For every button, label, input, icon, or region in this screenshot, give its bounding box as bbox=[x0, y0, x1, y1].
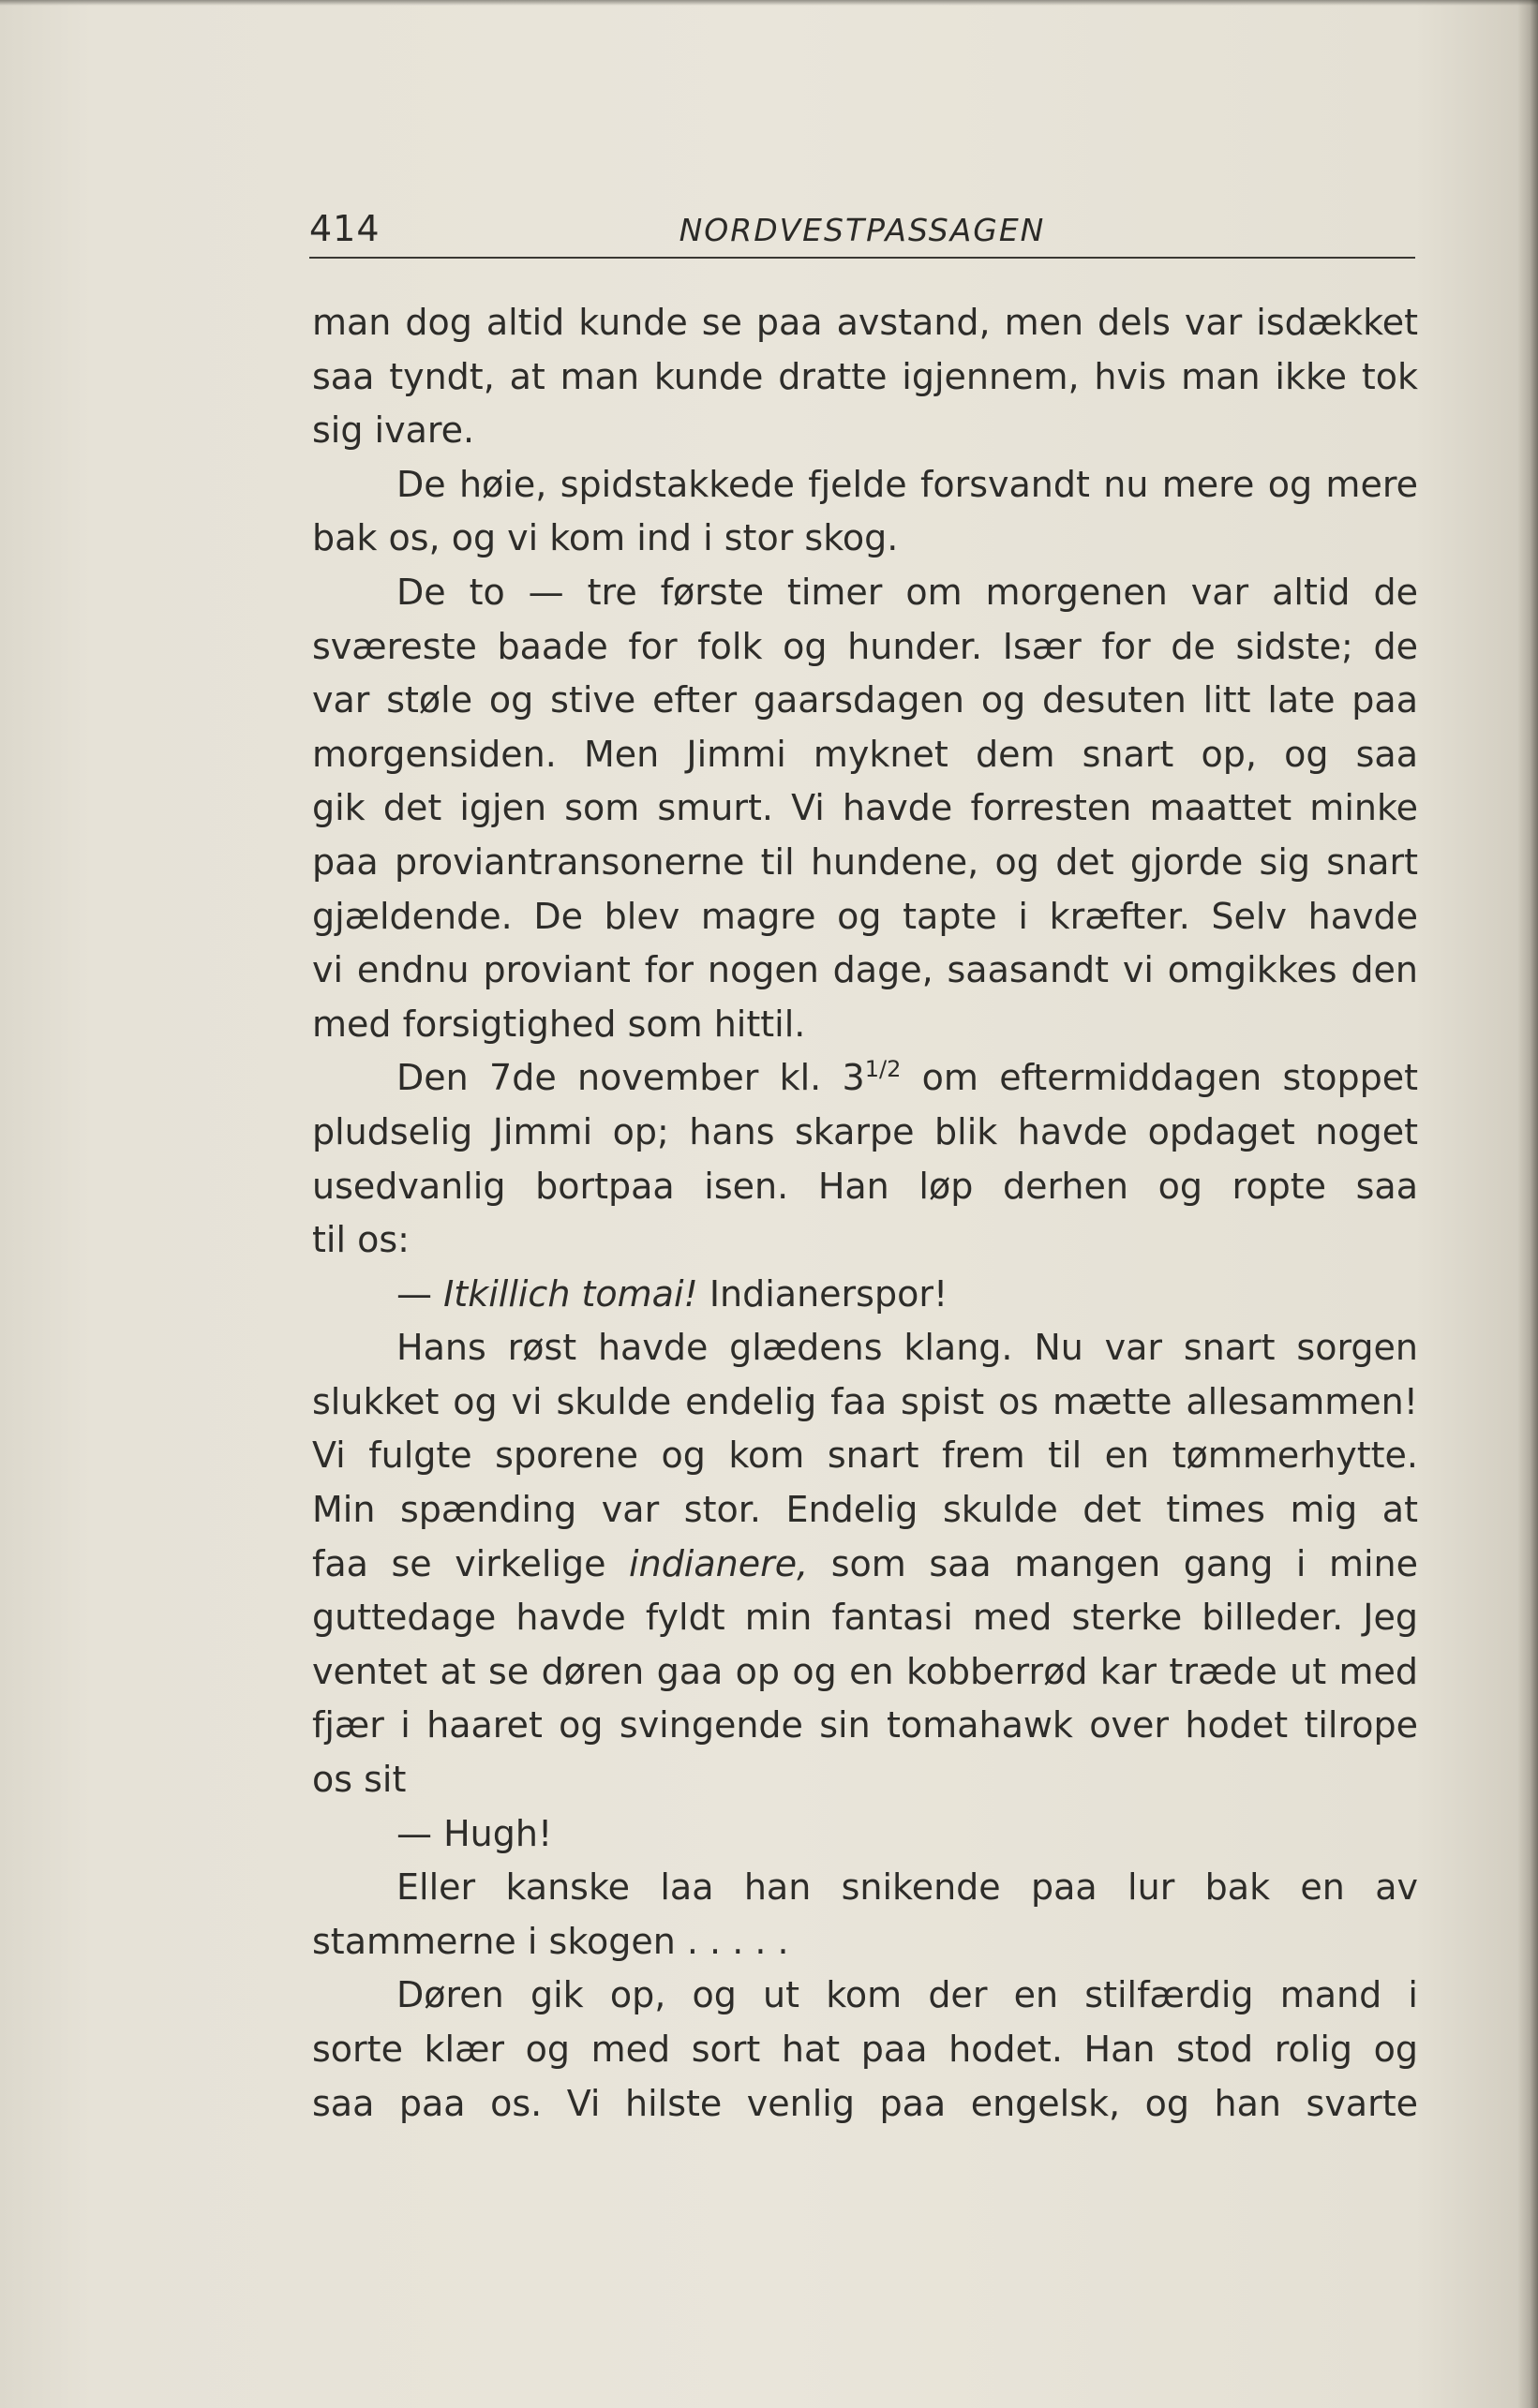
italic-quote: Itkillich tomai! bbox=[443, 1272, 698, 1315]
text-line: ventet at se døren gaa op og en kobberrød kar træde ut med bbox=[312, 1650, 1418, 1692]
text-line: til os: bbox=[312, 1219, 410, 1261]
text-line: fjær i haaret og svingende sin tomahawk over hodet tilrope bbox=[312, 1704, 1418, 1747]
text-segment: som saa mangen gang i mine bbox=[808, 1542, 1418, 1584]
text-line: saa tyndt, at man kunde dratte igjennem, hvis man ikke tok bbox=[312, 355, 1418, 397]
text-segment: — bbox=[396, 1272, 444, 1315]
text-line: Min spænding var stor. Endelig skulde det times mig at bbox=[312, 1489, 1418, 1531]
text-segment: Indianerspor! bbox=[697, 1272, 948, 1315]
text-segment: faa se virkelige bbox=[312, 1542, 630, 1584]
text-line: sorte klær og med sort hat paa hodet. Han stod rolig og bbox=[312, 2029, 1418, 2070]
text-line: vi endnu proviant for nogen dage, saasandt vi omgikkes den bbox=[312, 949, 1418, 991]
text-line: saa paa os. Vi hilste venlig paa engelsk, og han svarte bbox=[312, 2082, 1418, 2124]
text-line: paa proviantransonerne til hundene, og det gjorde sig snart bbox=[312, 840, 1418, 883]
text-line: pludselig Jimmi op; hans skarpe blik havde opdaget noget bbox=[312, 1110, 1418, 1152]
text-line: Hans røst havde glædens klang. Nu var snart sorgen bbox=[396, 1327, 1418, 1369]
text-line: De to — tre første timer om morgenen var altid de bbox=[396, 571, 1418, 613]
text-line: Vi fulgte sporene og kom snart frem til en tømmerhytte. bbox=[312, 1434, 1418, 1477]
text-line: usedvanlig bortpaa isen. Han løp derhen og ropte saa bbox=[312, 1165, 1418, 1207]
text-line: gik det igjen som smurt. Vi havde forresten maattet minke bbox=[312, 787, 1418, 829]
fraction-half: 1/2 bbox=[864, 1056, 902, 1083]
text-line: De høie, spidstakkede fjelde forsvandt nu mere og mere bbox=[396, 463, 1418, 505]
italic-word: indianere, bbox=[629, 1542, 809, 1584]
text-line: — Hugh! bbox=[396, 1812, 553, 1854]
text-line: gjældende. De blev magre og tapte i kræfter. Selv havde bbox=[312, 895, 1418, 937]
running-title: NORDVESTPASSAGEN bbox=[679, 212, 1046, 248]
text-line: man dog altid kunde se paa avstand, men dels var isdækket bbox=[312, 302, 1418, 343]
text-line bbox=[312, 1538, 1418, 1592]
body-text bbox=[312, 296, 1418, 2131]
text-line: sværeste baade for folk og hunder. Især for de sidste; de bbox=[312, 625, 1418, 667]
text-line: med forsigtighed som hittil. bbox=[312, 1003, 806, 1045]
page-number: 414 bbox=[309, 208, 381, 249]
text-line: os sit bbox=[312, 1759, 407, 1801]
text-line bbox=[312, 1051, 1418, 1106]
text-line: Eller kanske laa han snikende paa lur bak en av bbox=[396, 1866, 1418, 1909]
text-segment: om eftermiddagen stoppet bbox=[901, 1057, 1418, 1099]
text-line bbox=[312, 1268, 1418, 1322]
text-line: stammerne i skogen . . . . . bbox=[312, 1920, 789, 1962]
page-top-shadow bbox=[0, 0, 1538, 6]
text-line: Døren gik op, og ut kom der en stilfærdig mand i bbox=[396, 1974, 1418, 2016]
text-line: guttedage havde fyldt min fantasi med sterke billeder. Jeg bbox=[312, 1597, 1418, 1639]
text-segment: Den 7de november kl. 3 bbox=[396, 1057, 865, 1099]
text-line: sig ivare. bbox=[312, 409, 475, 452]
page-binding-shadow bbox=[1517, 0, 1538, 2408]
page-header bbox=[309, 204, 1415, 259]
text-line: var støle og stive efter gaarsdagen og desuten litt late paa bbox=[312, 679, 1418, 721]
text-line: slukket og vi skulde endelig faa spist os mætte allesammen! bbox=[312, 1380, 1418, 1422]
text-line: morgensiden. Men Jimmi myknet dem snart op, og saa bbox=[312, 733, 1418, 775]
text-line: bak os, og vi kom ind i stor skog. bbox=[312, 517, 899, 559]
